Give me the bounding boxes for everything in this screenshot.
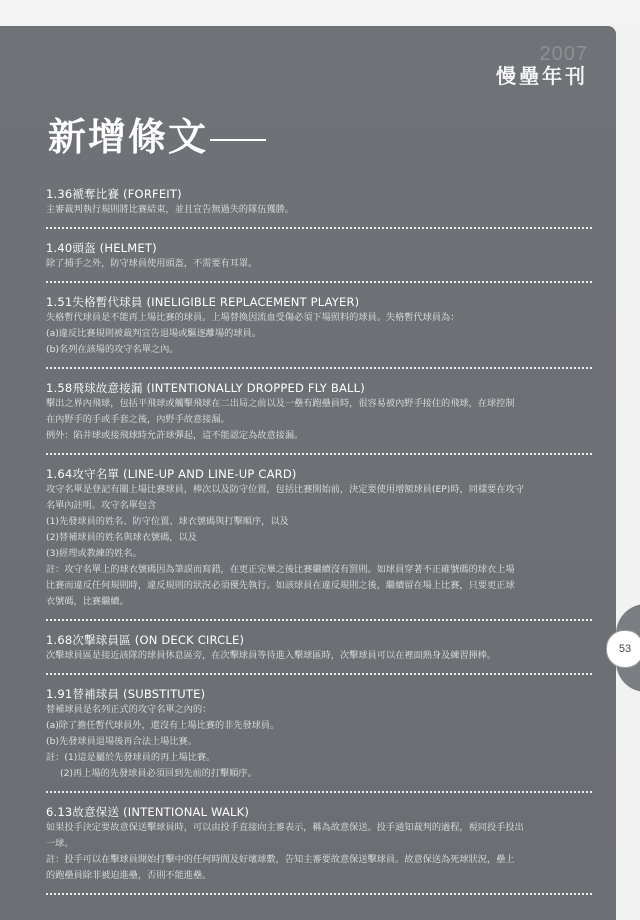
article-title: 1.64攻守名單 (LINE-UP AND LINE-UP CARD): [46, 467, 297, 481]
article-text-line: 衣號碼，比賽繼續。: [46, 596, 129, 607]
article-text-line: (3)經理或教練的姓名。: [46, 548, 142, 559]
article-title: 1.36褫奪比賽 (FORFEIT): [46, 187, 182, 201]
page-title-block: [48, 112, 266, 162]
article-text-line: 名單內註明。攻守名單包含: [46, 500, 157, 511]
article-title: 1.51失格暫代球員 (INELIGIBLE REPLACEMENT PLAYER): [46, 295, 360, 309]
article: [46, 686, 590, 793]
article-text-line: (b)名列在該場的攻守名單之內。: [46, 344, 179, 355]
top-margin: [0, 0, 640, 26]
article-title: 6.13故意保送 (INTENTIONAL WALK): [46, 805, 250, 819]
publication-name: 慢壘年刊: [496, 64, 588, 88]
article-text-line: 比賽而違反任何規則時，違反規則的狀況必須優先執行。如該球員在違反規則之後，繼續留在場上比賽，只要更正球: [46, 580, 515, 591]
page-number: 53: [606, 630, 640, 668]
article-text-line: 攻守名單是登記有關上場比賽球員，棒次以及防守位置，包括比賽開始前，決定要使用增額球員(EP)時，同樣要在攻守: [46, 484, 524, 495]
dotted-separator: [46, 367, 592, 369]
article: [46, 466, 590, 621]
dotted-separator: [46, 281, 592, 283]
publication-year: 2007: [539, 43, 588, 65]
article-text-line: 註：投手可以在擊球員開始打擊中的任何時間及好壞球數，告知主審要故意保送擊球員。故意保送為死球狀況，壘上: [46, 854, 515, 865]
article-text-line: 擊出之界內飛球，包括平飛球或觸擊飛球在二出局之前以及一壘有跑壘員時，很容易被內野手接住的飛球，在球控制: [46, 398, 515, 409]
article-title: 1.40頭盔 (HELMET): [46, 241, 157, 255]
article-text-line: 除了捕手之外，防守球員使用頭盔，不需要有耳罩。: [46, 258, 258, 269]
article-text-line: 例外：陷井球或接飛球時允許球彈起，這不能認定為故意接漏。: [46, 430, 304, 441]
article: [46, 380, 590, 455]
article: [46, 186, 590, 229]
dotted-separator: [46, 893, 592, 895]
article-title: 1.91替補球員 (SUBSTITUTE): [46, 687, 206, 701]
dotted-separator: [46, 227, 592, 229]
article-text-line: (2)再上場的先發球員必須回到先前的打擊順序。: [60, 768, 257, 779]
dotted-separator: [46, 453, 592, 455]
article-text-line: (b)先發球員退場後再合法上場比賽。: [46, 736, 197, 747]
article-text-line: 失格暫代球員是不能再上場比賽的球員。上場替換因流血受傷必須下場照料的球員。失格暫代球員為：: [46, 312, 460, 323]
article-text-line: 主審裁判執行規則將比賽結束，並且宣告無過失的隊伍獲勝。: [46, 204, 295, 215]
title-dash: [210, 139, 266, 141]
article-text-line: (a)違反比賽規則被裁判宣告退場或驅逐離場的球員。: [46, 328, 261, 339]
article: [46, 240, 590, 283]
article-text-line: 一球。: [46, 838, 74, 849]
articles-list: [46, 186, 590, 906]
dotted-separator: [46, 619, 592, 621]
dotted-separator: [46, 673, 592, 675]
article-text-line: 註：攻守名單上的球衣號碼因為筆誤而寫錯，在更正完畢之後比賽繼續沒有罰則。如球員穿著不正確號碼的球衣上場: [46, 564, 515, 575]
article: [46, 632, 590, 675]
article-text-line: (1)先發球員的姓名、防守位置、球衣號碼與打擊順序，以及: [46, 516, 289, 527]
article-text-line: 的跑壘員除非被迫進壘，否則不能進壘。: [46, 870, 212, 881]
article-title: 1.68次擊球員區 (ON DECK CIRCLE): [46, 633, 245, 647]
article-text-line: 如果投手決定要故意保送擊球員時，可以由投手直接向主審表示，稱為故意保送。投手通知裁判的過程，視同投手投出: [46, 822, 524, 833]
article-text-line: 次擊球員區是接近該隊的球員休息區旁，在次擊球員等待進入擊球區時，次擊球員可以在裡面熱身及練習揮棒。: [46, 650, 497, 661]
page-title: 新增條文: [48, 115, 209, 159]
article-title: 1.58飛球故意接漏 (INTENTIONALLY DROPPED FLY BALL): [46, 381, 365, 395]
publication-header: [496, 44, 588, 88]
article-text-line: 在內野手的手或手套之後，內野手故意接漏。: [46, 414, 230, 425]
article-text-line: 替補球員是名列正式的攻守名單之內的：: [46, 704, 212, 715]
article-text-line: (a)除了擔任暫代球員外，還沒有上場比賽的非先發球員。: [46, 720, 280, 731]
article-text-line: (2)替補球員的姓名與球衣號碼，以及: [46, 532, 197, 543]
article-text-line: 註：(1)這是屬於先發球員的再上場比賽。: [46, 752, 216, 763]
article: [46, 294, 590, 369]
dotted-separator: [46, 791, 592, 793]
article: [46, 804, 590, 895]
